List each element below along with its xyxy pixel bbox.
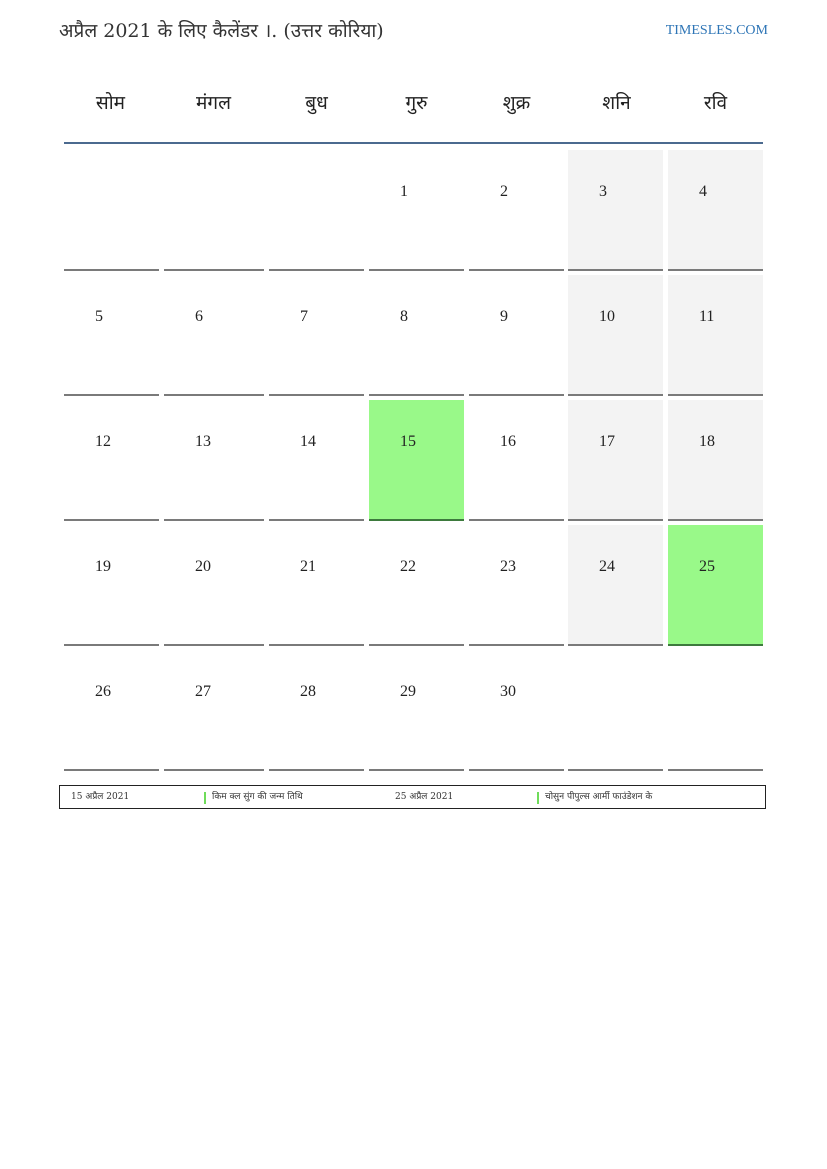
site-link[interactable]: TIMESLES.COM <box>665 23 768 38</box>
day-number: 20 <box>195 558 211 575</box>
empty-day-cell <box>568 650 663 771</box>
day-cell-20[interactable] <box>164 525 264 646</box>
day-number: 15 <box>400 433 416 450</box>
weekday-header <box>64 86 764 120</box>
day-cell-30[interactable] <box>469 650 564 771</box>
day-cell-9[interactable] <box>469 275 564 396</box>
day-cell-11[interactable] <box>668 275 763 396</box>
day-number: 21 <box>300 558 316 575</box>
day-number: 19 <box>95 558 111 575</box>
day-number: 14 <box>300 433 316 450</box>
empty-day-cell <box>668 650 763 771</box>
day-number: 26 <box>95 683 111 700</box>
day-cell-12[interactable] <box>64 400 159 521</box>
day-cell-22[interactable] <box>369 525 464 646</box>
day-cell-5[interactable] <box>64 275 159 396</box>
weekday-tue: मंगल <box>196 92 231 114</box>
page-title: अप्रैल 2021 के लिए कैलेंडर ।. (उत्तर कोरिया) <box>59 20 384 42</box>
day-cell-6[interactable] <box>164 275 264 396</box>
day-cell-26[interactable] <box>64 650 159 771</box>
day-cell-15[interactable] <box>369 400 464 521</box>
day-cell-7[interactable] <box>269 275 364 396</box>
day-number: 13 <box>195 433 211 450</box>
weekday-thu: गुरु <box>405 92 428 114</box>
day-number: 8 <box>400 308 408 325</box>
day-cell-1[interactable] <box>369 150 464 271</box>
legend-name-1: किम क्ल सुंग की जन्म तिथि <box>212 792 303 802</box>
day-cell-10[interactable] <box>568 275 663 396</box>
day-number: 9 <box>500 308 508 325</box>
day-number: 10 <box>599 308 615 325</box>
day-number: 30 <box>500 683 516 700</box>
day-cell-27[interactable] <box>164 650 264 771</box>
day-cell-8[interactable] <box>369 275 464 396</box>
day-number: 11 <box>699 308 715 325</box>
day-cell-25[interactable] <box>668 525 763 646</box>
day-number: 18 <box>699 433 715 450</box>
day-cell-21[interactable] <box>269 525 364 646</box>
day-number: 27 <box>195 683 211 700</box>
day-number: 4 <box>699 183 707 200</box>
day-cell-16[interactable] <box>469 400 564 521</box>
day-cell-2[interactable] <box>469 150 564 271</box>
day-number: 25 <box>699 558 715 575</box>
day-number: 12 <box>95 433 111 450</box>
legend-date-1: 15 अप्रैल 2021 <box>71 792 130 802</box>
day-number: 2 <box>500 183 508 200</box>
day-cell-14[interactable] <box>269 400 364 521</box>
day-number: 23 <box>500 558 516 575</box>
day-cell-19[interactable] <box>64 525 159 646</box>
day-number: 16 <box>500 433 516 450</box>
day-number: 3 <box>599 183 607 200</box>
legend-marker-1 <box>204 792 206 804</box>
day-cell-3[interactable] <box>568 150 663 271</box>
day-number: 6 <box>195 308 203 325</box>
day-cell-28[interactable] <box>269 650 364 771</box>
empty-day-cell <box>64 150 159 271</box>
day-cell-23[interactable] <box>469 525 564 646</box>
day-number: 17 <box>599 433 615 450</box>
header-rule <box>64 142 763 144</box>
empty-day-cell <box>164 150 264 271</box>
weekday-mon: सोम <box>95 92 126 114</box>
day-cell-24[interactable] <box>568 525 663 646</box>
weekday-sun: रवि <box>703 92 728 114</box>
day-number: 29 <box>400 683 416 700</box>
day-cell-18[interactable] <box>668 400 763 521</box>
day-number: 22 <box>400 558 416 575</box>
legend-date-2: 25 अप्रैल 2021 <box>395 792 454 802</box>
day-number: 28 <box>300 683 316 700</box>
holiday-legend <box>59 785 766 809</box>
weekday-fri: शुक्र <box>502 92 531 114</box>
legend-marker-2 <box>537 792 539 804</box>
day-number: 7 <box>300 308 308 325</box>
day-cell-13[interactable] <box>164 400 264 521</box>
day-number: 1 <box>400 183 408 200</box>
day-number: 5 <box>95 308 103 325</box>
empty-day-cell <box>269 150 364 271</box>
day-number: 24 <box>599 558 615 575</box>
day-cell-4[interactable] <box>668 150 763 271</box>
weekday-wed: बुध <box>305 92 328 114</box>
day-cell-29[interactable] <box>369 650 464 771</box>
day-cell-17[interactable] <box>568 400 663 521</box>
legend-name-2: चोसुन पीपुल्स आर्मी फाउंडेशन के <box>545 792 653 802</box>
weekday-sat: शनि <box>602 92 631 114</box>
